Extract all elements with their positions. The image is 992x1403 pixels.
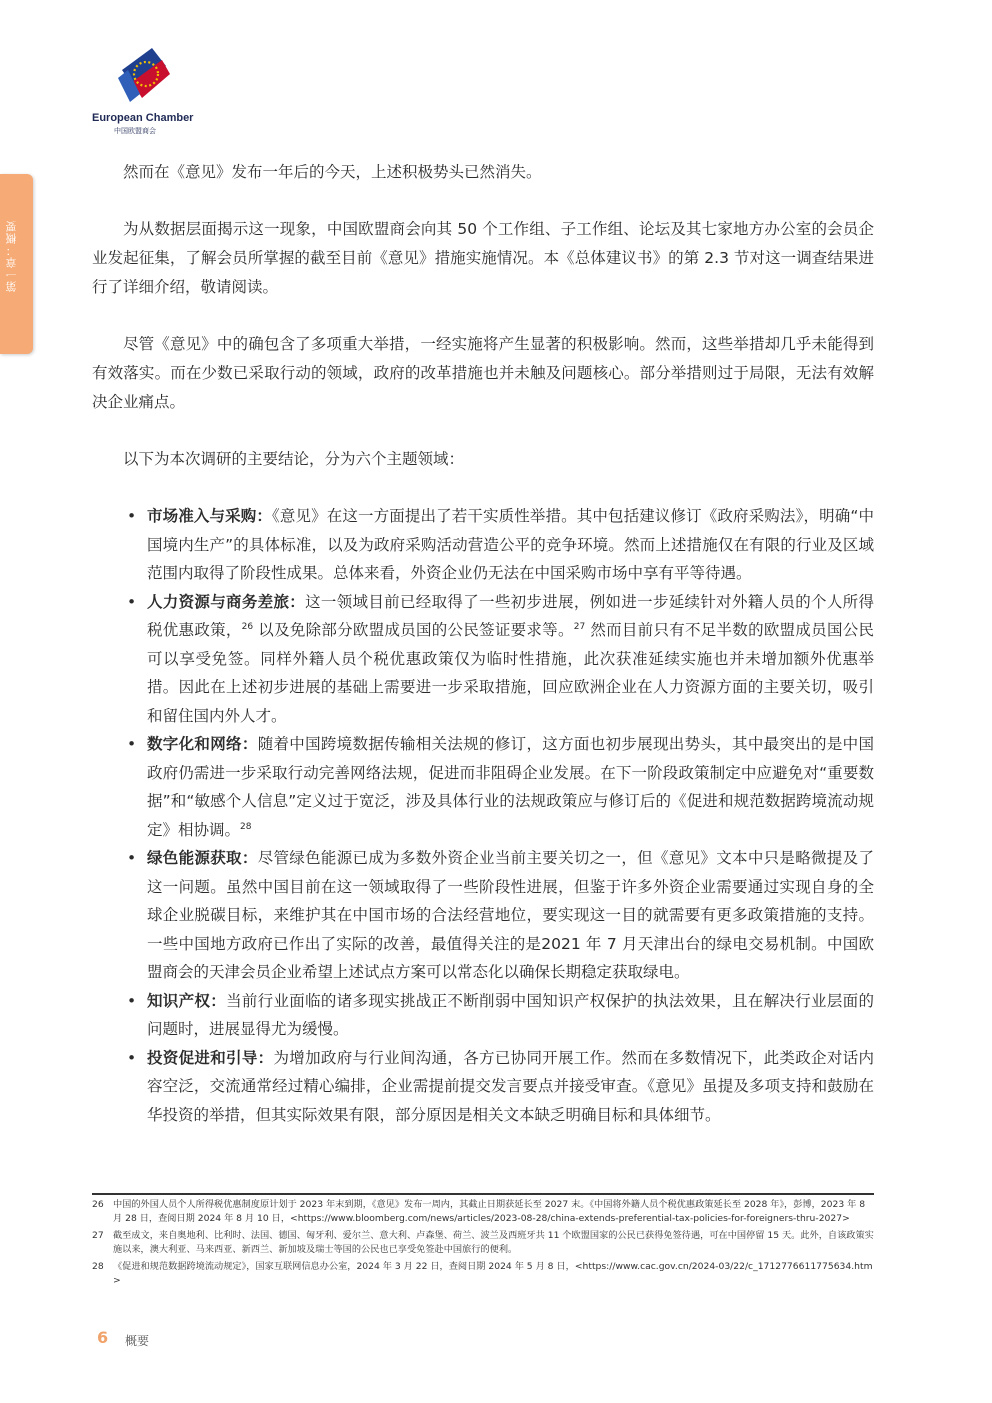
footnote (92, 1229, 874, 1257)
item-title: 市场准入与采购： (147, 507, 273, 525)
bullet-icon: • (127, 1048, 137, 1067)
section-label: 概要 (125, 1334, 150, 1348)
footnote-number: 27 (92, 1230, 104, 1241)
findings-list (92, 502, 874, 1129)
bullet-icon: • (127, 592, 137, 611)
footnote-number: 28 (92, 1261, 104, 1272)
chapter-side-tab[interactable] (0, 174, 33, 354)
footnote-ref[interactable]: 27 (573, 621, 586, 632)
list-item (92, 730, 874, 844)
logo-emblem-icon (104, 40, 184, 110)
footnote-number: 26 (92, 1199, 104, 1210)
footnote-divider (92, 1193, 874, 1195)
item-title: 投资促进和引导： (147, 1048, 274, 1067)
item-text: 尽管绿色能源已成为多数外资企业当前主要关切之一，但《意见》文本中只是略微提及了这一问题。虽然中国目前在这一领域取得了一些阶段性进展，但鉴于许多外资企业需要通过实现自身的全球企业脱碳目标，来维护其在中国市场的合法经营地位，要实现这一目的就需要有更多政策措施的支持。一些中国地方政府已作出了实际的改善，最值得关注的是2021 年 7 月天津出台的绿电交易机制。中国欧盟商会的天津会员企业希望上述试点方案可以常态化以确保长期稳定获取绿电。 (147, 849, 874, 981)
logo-text-en: European Chamber (92, 112, 194, 124)
paragraph: 以下为本次调研的主要结论，分为六个主题领域： (123, 450, 465, 468)
main-content (92, 158, 874, 1129)
item-text: 以及免除部分欧盟成员国的公民签证要求等。 (253, 621, 574, 639)
item-title: 数字化和网络： (147, 735, 258, 753)
footnote (92, 1260, 874, 1288)
list-item (92, 588, 874, 731)
item-title: 知识产权： (147, 991, 227, 1010)
bullet-icon: • (127, 735, 137, 753)
item-text: 为增加政府与行业间沟通，各方已协同开展工作。然而在多数情况下，此类政企对话内容空泛，交流通常经过精心编排，企业需提前提交发言要点并接受审查。《意见》虽提及多项支持和鼓励在华投资的举措，但其实际效果有限，部分原因是相关文本缺乏明确目标和具体细节。 (147, 1048, 874, 1124)
logo-text-zh: 中国欧盟商会 (114, 127, 156, 135)
list-item (92, 987, 874, 1044)
item-text: 随着中国跨境数据传输相关法规的修订，这方面也初步展现出势头，其中最突出的是中国政府仍需进一步采取行动完善网络法规，促进而非阻碍企业发展。在下一阶段政策制定中应避免对“重要数据”和“敏感个人信息”定义过于宽泛，涉及具体行业的法规政策应与修订后的《促进和规范数据跨境流动规定》相协调。 (147, 735, 874, 839)
item-text: 这一领域目前已经取得了一些初步进展，例如进一步延续针对外籍人员的个人所得税优惠政策， (147, 592, 874, 639)
footnotes (92, 1198, 874, 1291)
list-item (92, 1044, 874, 1130)
bullet-icon: • (127, 849, 137, 867)
list-item (92, 844, 874, 987)
item-text: 《意见》在这一方面提出了若干实质性举措。其中包括建议修订《政府采购法》，明确“中国境内生产”的具体标准，以及为政府采购活动营造公平的竞争环境。然而上述措施仅在有限的行业及区域范围内取得了阶段性成果。总体来看，外资企业仍无法在中国采购市场中享有平等待遇。 (147, 507, 874, 582)
page-number: 6 (97, 1328, 109, 1347)
paragraph: 然而在《意见》发布一年后的今天，上述积极势头已然消失。 (123, 163, 542, 181)
item-title: 人力资源与商务差旅： (147, 592, 306, 611)
chapter-side-tab-label: 第一章：概要 (5, 220, 18, 292)
item-text: 当前行业面临的诸多现实挑战正不断削弱中国知识产权保护的执法效果，且在解决行业层面的问题时，进展显得尤为缓慢。 (147, 991, 874, 1038)
paragraph: 尽管《意见》中的确包含了多项重大举措，一经实施将产生显著的积极影响。然而，这些举措却几乎未能得到有效落实。而在少数已采取行动的领域，政府的改革措施也并未触及问题核心。部分举措则过于局限，无法有效解决企业痛点。 (92, 335, 874, 411)
footnote-ref[interactable]: 26 (241, 621, 254, 632)
item-title: 绿色能源获取： (147, 849, 258, 867)
bullet-icon: • (127, 991, 137, 1010)
footnote-ref[interactable]: 28 (240, 821, 252, 832)
paragraph: 为从数据层面揭示这一现象，中国欧盟商会向其 50 个工作组、子工作组、论坛及其七家地方办公室的会员企业发起征集，了解会员所掌握的截至目前《意见》措施实施情况。本《总体建议书》的第 2.3 节对这一调查结果进行了详细介绍，敬请阅读。 (92, 220, 874, 296)
european-chamber-logo (92, 40, 202, 140)
item-text: 然而目前只有不足半数的欧盟成员国公民可以享受免签。同样外籍人员个税优惠政策仅为临时性措施，此次获准延续实施也并未增加额外优惠举措。因此在上述初步进展的基础上需要进一步采取措施，回应欧洲企业在人力资源方面的主要关切，吸引和留住国内外人才。 (147, 621, 874, 725)
bullet-icon: • (127, 507, 137, 525)
list-item (92, 502, 874, 588)
footnote-text: 截至成文，来自奥地利、比利时、法国、德国、匈牙利、爱尔兰、意大利、卢森堡、荷兰、波兰及西班牙共 11 个欧盟国家的公民已获得免签待遇，可在中国停留 15 天。此外，自该政策实施以来，澳大利亚、马来西亚、新西兰、新加坡及瑞士等国的公民也已享受免签赴中国旅行的便利。 (113, 1230, 874, 1255)
footnote (92, 1198, 874, 1226)
footnote-text[interactable]: 《促进和规范数据跨境流动规定》，国家互联网信息办公室，2024 年 3 月 22 日，查阅日期 2024 年 5 月 8 日，<https://www.cac.gov.cn/2024-03/22/c_1712776611775634.htm> (113, 1261, 873, 1286)
footnote-text[interactable]: 中国的外国人员个人所得税优惠制度原计划于 2023 年末到期，《意见》发布一周内，其截止日期获延长至 2027 末。《中国将外籍人员个税优惠政策延长至 2028 年》，彭博，2023 年 8 月 28 日，查阅日期 2024 年 8 月 10 日，<https://www.bloomberg.com/news/articles/2023-08-28/china-extends-preferential-tax-policies-for-foreigners-thru-2027> (113, 1199, 866, 1224)
